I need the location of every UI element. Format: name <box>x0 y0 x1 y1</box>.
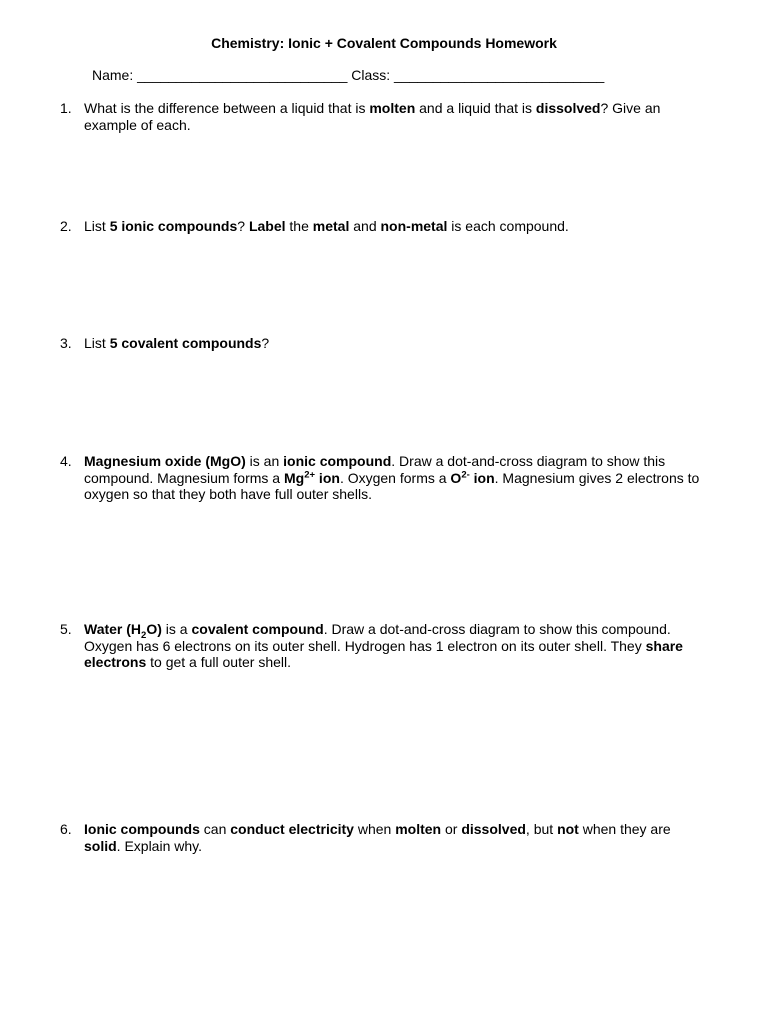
question-text-run: . Draw a dot-and-cross diagram to show this compound. Magnesium forms a <box>84 453 666 486</box>
question-text-run: or <box>441 821 462 837</box>
question-text-run: List <box>84 218 110 234</box>
question-2 <box>60 218 700 235</box>
question-text-run: List <box>84 335 110 351</box>
question-text-run: ion <box>315 469 340 486</box>
question-text-run: metal <box>312 218 350 234</box>
question-text-run: to get a full outer shell. <box>146 654 292 670</box>
question-text-run: 2+ <box>304 468 316 480</box>
question-text-run: is an <box>245 453 284 469</box>
question-number: 2. <box>60 218 72 234</box>
question-4 <box>60 453 700 503</box>
question-number: 6. <box>60 821 72 837</box>
question-text-run: ion <box>469 469 495 486</box>
question-text-run: O <box>450 469 462 486</box>
question-text-run: . Oxygen forms a <box>339 469 451 486</box>
question-text-run: share electrons <box>84 637 683 670</box>
question-text <box>84 218 700 235</box>
name-label: Name: <box>92 67 134 83</box>
question-text-run: Mg <box>283 469 305 486</box>
question-text-run: is each compound. <box>447 218 569 234</box>
question-text-run: not <box>557 821 579 837</box>
question-6 <box>60 821 700 854</box>
question-text-run: and a liquid that is <box>415 100 536 116</box>
question-number: 3. <box>60 335 72 351</box>
class-label: Class: <box>351 67 391 83</box>
question-text-run: molten <box>395 821 442 837</box>
question-text-run: 5 covalent compounds <box>109 335 262 351</box>
question-1 <box>60 100 700 133</box>
question-text-run: O) <box>146 621 162 637</box>
question-text-run: Label <box>248 218 286 234</box>
question-text-run: molten <box>369 100 416 116</box>
question-text-run: 2 <box>141 629 147 641</box>
question-text-run: . Magnesium gives 2 electrons to oxygen so that they both have full outer shells. <box>84 469 700 502</box>
question-text-run: . Explain why. <box>116 837 203 854</box>
question-text-run: What is the difference between a liquid that is <box>84 100 370 116</box>
question-text-run: Water (H <box>84 621 142 637</box>
question-text-run: when they are <box>578 821 671 837</box>
question-text-run: non-metal <box>380 218 448 234</box>
question-text-run: solid <box>84 837 117 854</box>
question-text-run: 2- <box>461 468 470 480</box>
page-title: Chemistry: Ionic + Covalent Compounds Homework <box>211 35 557 51</box>
name-blank: ___________________________ <box>137 67 348 83</box>
question-text-run: , but <box>525 821 558 837</box>
question-text-run: covalent compound <box>191 621 324 637</box>
question-text-run: when <box>353 821 396 837</box>
question-text-run: ionic compound <box>283 453 392 469</box>
question-text-run: can <box>199 821 231 837</box>
question-text <box>84 821 700 854</box>
question-text-run: Ionic compounds <box>84 821 200 837</box>
question-text-run: dissolved <box>461 821 526 837</box>
question-text-run: ? Give an example of each. <box>84 100 661 133</box>
question-5 <box>60 621 700 671</box>
name-class-line <box>92 66 604 84</box>
question-text-run: the <box>285 218 313 234</box>
question-number: 1. <box>60 100 72 116</box>
question-number: 4. <box>60 453 72 469</box>
question-text-run: 5 ionic compounds <box>109 218 238 234</box>
question-text-run: . Draw a dot-and-cross diagram to show this compound. Oxygen has 6 electrons on its outer shell. Hydrogen has 1 electron on its outer shell. They <box>84 621 671 654</box>
question-text <box>84 621 700 671</box>
question-text-run: is a <box>161 621 192 637</box>
question-text <box>84 453 700 503</box>
question-number: 5. <box>60 621 72 637</box>
question-text-run: dissolved <box>535 100 601 116</box>
question-text-run: ? <box>237 218 249 234</box>
question-text <box>84 100 700 133</box>
class-blank: ___________________________ <box>394 67 605 83</box>
question-text <box>84 335 700 352</box>
question-text-run: ? <box>261 335 270 351</box>
question-text-run: conduct electricity <box>230 821 354 837</box>
question-text-run: Magnesium oxide (MgO) <box>84 453 246 469</box>
question-text-run: and <box>349 218 381 234</box>
question-3 <box>60 335 700 352</box>
